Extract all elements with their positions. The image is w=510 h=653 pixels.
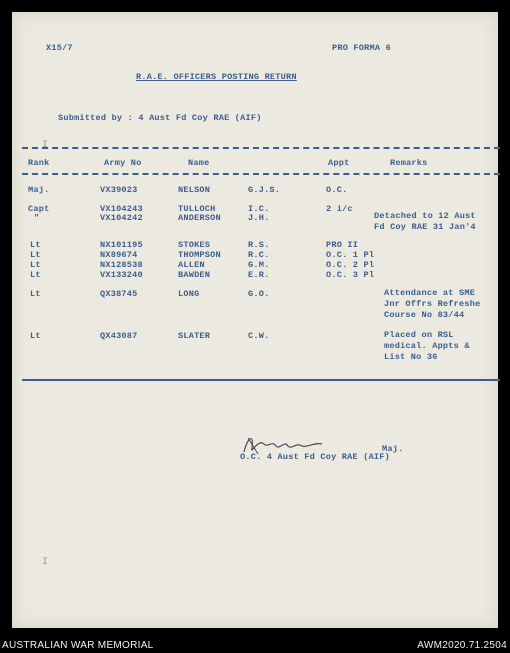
- cell-initials: C.W.: [248, 331, 270, 341]
- cell-remarks: Attendance at SME Jnr Offrs Refreshe Course No 83/44: [384, 288, 481, 320]
- cell-rank: Lt: [30, 270, 41, 280]
- cell-initials: G.J.S.: [248, 185, 281, 195]
- cell-surname: ANDERSON: [178, 213, 221, 223]
- cell-appt: O.C. 3 Pl: [326, 270, 375, 280]
- cell-rank: Lt: [30, 331, 41, 341]
- footer-institution: AUSTRALIAN WAR MEMORIAL: [2, 640, 154, 651]
- cell-army-no: NX101195: [100, 240, 143, 250]
- cell-appt: 2 i/c: [326, 204, 353, 214]
- header-appt: Appt: [328, 158, 350, 168]
- cell-initials: G.O.: [248, 289, 270, 299]
- cell-remarks: Detached to 12 Aust Fd Coy RAE 31 Jan'4: [374, 211, 476, 232]
- cell-rank: ": [34, 213, 40, 223]
- cell-rank: Lt: [30, 260, 41, 270]
- cell-appt: O.C. 2 Pl: [326, 260, 375, 270]
- footer-accession: AWM2020.71.2504: [417, 640, 507, 651]
- cell-surname: BAWDEN: [178, 270, 211, 280]
- cell-surname: STOKES: [178, 240, 211, 250]
- submitted-by: Submitted by : 4 Aust Fd Coy RAE (AIF): [58, 113, 262, 123]
- header-rank: Rank: [28, 158, 50, 168]
- top-rule: [22, 147, 500, 149]
- cell-rank: Capt: [28, 204, 50, 214]
- header-army-no: Army No: [104, 158, 142, 168]
- cell-surname: NELSON: [178, 185, 211, 195]
- cell-remarks: Placed on RSL medical. Appts & List No 36: [384, 330, 470, 362]
- cell-initials: I.C.: [248, 204, 270, 214]
- signature-line: O.C. 4 Aust Fd Coy RAE (AIF): [240, 452, 390, 462]
- punch-mark: I: [42, 557, 49, 568]
- cell-appt: PRO II: [326, 240, 359, 250]
- cell-army-no: VX104242: [100, 213, 143, 223]
- cell-army-no: NX128538: [100, 260, 143, 270]
- header-name: Name: [188, 158, 210, 168]
- cell-surname: SLATER: [178, 331, 211, 341]
- cell-surname: ALLEN: [178, 260, 205, 270]
- cell-initials: J.H.: [248, 213, 270, 223]
- document-title: R.A.E. OFFICERS POSTING RETURN: [136, 72, 297, 82]
- cell-initials: R.S.: [248, 240, 270, 250]
- cell-surname: THOMPSON: [178, 250, 221, 260]
- cell-surname: TULLOCH: [178, 204, 216, 214]
- cell-surname: LONG: [178, 289, 200, 299]
- cell-initials: G.M.: [248, 260, 270, 270]
- header-remarks: Remarks: [390, 158, 428, 168]
- cell-rank: Lt: [30, 250, 41, 260]
- cell-appt: O.C. 1 Pl: [326, 250, 375, 260]
- cell-army-no: VX133240: [100, 270, 143, 280]
- cell-initials: E.R.: [248, 270, 270, 280]
- file-reference: X15/7: [46, 43, 73, 53]
- header-rule: [22, 173, 500, 175]
- cell-army-no: QX38745: [100, 289, 138, 299]
- cell-army-no: VX104243: [100, 204, 143, 214]
- signature-rank: Maj.: [382, 444, 404, 454]
- cell-rank: Lt: [30, 240, 41, 250]
- cell-rank: Lt: [30, 289, 41, 299]
- cell-initials: R.C.: [248, 250, 270, 260]
- cell-army-no: VX39023: [100, 185, 138, 195]
- form-number: PRO FORMA 6: [332, 43, 391, 53]
- cell-rank: Maj.: [28, 185, 50, 195]
- cell-army-no: QX43087: [100, 331, 138, 341]
- cell-army-no: NX89674: [100, 250, 138, 260]
- cell-appt: O.C.: [326, 185, 348, 195]
- bottom-rule: [22, 379, 500, 381]
- document-sheet: [12, 12, 498, 628]
- punch-mark: I: [42, 140, 49, 151]
